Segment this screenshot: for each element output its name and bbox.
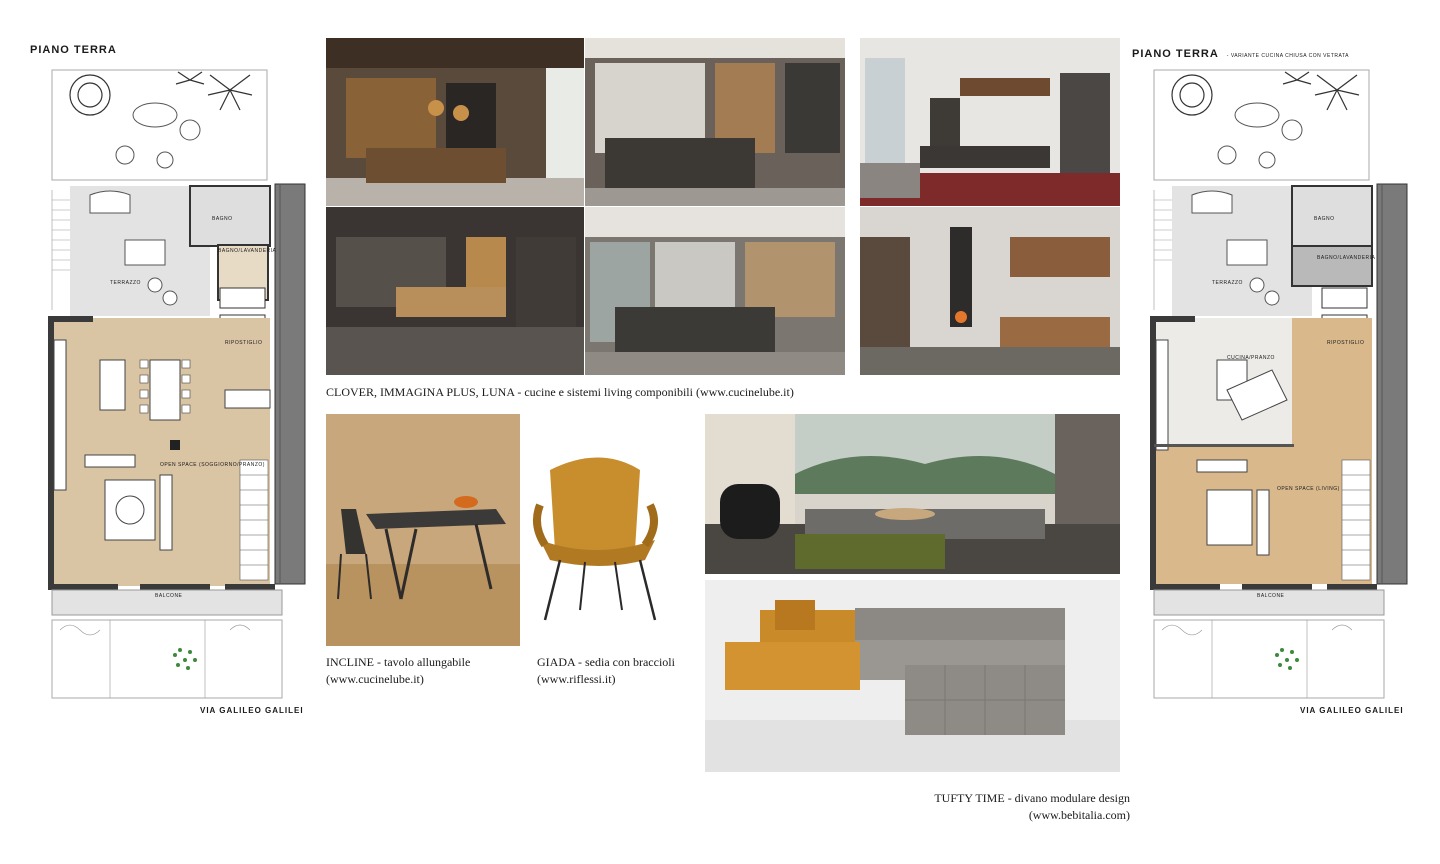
caption-giada — [537, 654, 707, 688]
caption-kitchens-title: CLOVER, IMMAGINA PLUS, LUNA — [326, 385, 515, 399]
room-label-balcone: BALCONE — [155, 593, 183, 599]
kitchen-photo-luna — [326, 207, 584, 375]
street-label: VIA GALILEO GALILEI — [1300, 706, 1404, 715]
giada-chair-photo — [530, 450, 670, 630]
caption-giada-title: GIADA — [537, 655, 575, 669]
floor-plan-left — [30, 40, 310, 720]
caption-incline-url: (www.cucinelube.it) — [326, 672, 424, 686]
room-label-bagno: BAGNO — [212, 216, 233, 222]
caption-giada-url: (www.riflessi.it) — [537, 672, 616, 686]
room-label-balcone: BALCONE — [1257, 593, 1285, 599]
room-label-ripostiglio: RIPOSTIGLIO — [225, 340, 263, 346]
plan-title: PIANO TERRA — [1132, 48, 1219, 60]
room-label-cucina: CUCINA/PRANZO — [1227, 355, 1275, 361]
living-photo-1 — [860, 38, 1120, 206]
living-photo-2 — [860, 207, 1120, 375]
plan-drawing — [1132, 60, 1422, 700]
caption-kitchens-text: - cucine e sistemi living componibili (www.cucinelube.it) — [514, 385, 794, 399]
caption-incline-title: INCLINE — [326, 655, 374, 669]
plan-title: PIANO TERRA — [30, 44, 117, 56]
caption-tufty-title: TUFTY TIME — [934, 791, 1005, 805]
room-label-openspace: OPEN SPACE (LIVING) — [1277, 486, 1340, 492]
kitchen-photo-immagina-plus — [585, 38, 845, 206]
caption-tufty — [890, 790, 1130, 824]
plan-drawing — [30, 60, 310, 700]
room-label-ripostiglio: RIPOSTIGLIO — [1327, 340, 1365, 346]
street-label: VIA GALILEO GALILEI — [200, 706, 304, 715]
tufty-living-photo — [705, 414, 1120, 574]
kitchen-photo-4 — [585, 207, 845, 375]
room-label-lavanderia: BAGNO/LAVANDERIA — [1317, 255, 1376, 261]
room-label-lavanderia: BAGNO/LAVANDERIA — [218, 248, 277, 254]
room-label-terrazzo: TERRAZZO — [110, 280, 141, 286]
caption-incline — [326, 654, 526, 688]
caption-giada-text: - sedia con braccioli — [575, 655, 675, 669]
floor-plan-right — [1132, 40, 1422, 720]
incline-table-photo — [326, 414, 520, 646]
tufty-sofa-photo — [705, 580, 1120, 772]
kitchen-photo-clover — [326, 38, 584, 206]
room-label-openspace: OPEN SPACE (SOGGIORNO/PRANZO) — [160, 462, 265, 468]
caption-tufty-url: (www.bebitalia.com) — [1028, 808, 1130, 822]
caption-kitchens — [326, 384, 886, 401]
caption-incline-text: - tavolo allungabile — [374, 655, 471, 669]
plan-subtitle: - VARIANTE CUCINA CHIUSA CON VETRATA — [1226, 53, 1349, 59]
caption-tufty-text: - divano modulare design — [1004, 791, 1130, 805]
room-label-bagno: BAGNO — [1314, 216, 1335, 222]
room-label-terrazzo: TERRAZZO — [1212, 280, 1243, 286]
